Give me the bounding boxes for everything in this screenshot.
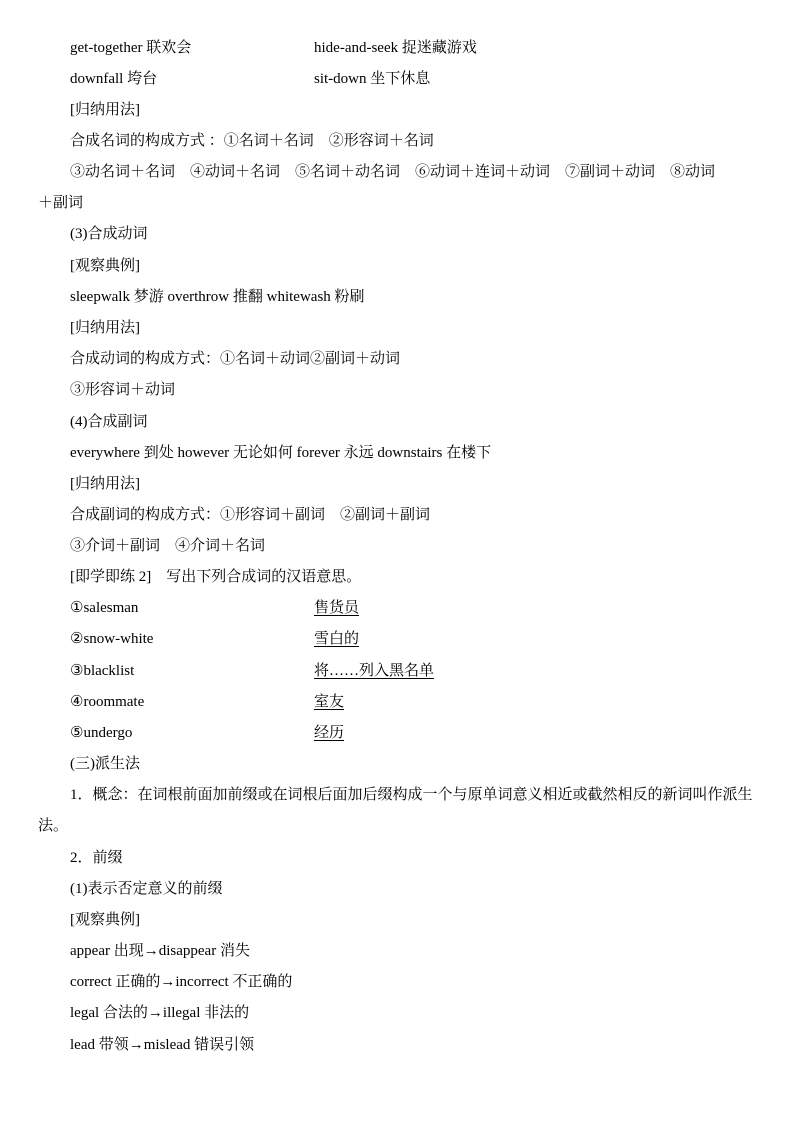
compound-adverb-examples: everywhere 到处 however 无论如何 forever 永远 downstairs 在楼下	[70, 445, 492, 461]
prefix-example-mislead: lead 带领→mislead 错误引领	[70, 1037, 255, 1053]
prefix-example-incorrect: correct 正确的→incorrect 不正确的	[70, 974, 293, 990]
exercise-answer: 雪白的	[314, 631, 360, 647]
exercise-word: ①salesman	[70, 600, 139, 616]
section-label-usage: [归纳用法]	[70, 320, 140, 336]
heading-compound-verbs: (3)合成动词	[70, 226, 148, 242]
exercise-row	[70, 627, 360, 651]
exercise-heading: [即学即练 2] 写出下列合成词的汉语意思。	[70, 569, 362, 585]
exercise-row	[70, 690, 345, 714]
example-downfall: downfall 垮台	[70, 71, 158, 87]
exercise-answer: 将……列入黑名单	[314, 663, 435, 679]
compound-noun-example-row-2	[70, 67, 431, 91]
heading-derivation: (三)派生法	[70, 756, 140, 772]
exercise-row	[70, 596, 360, 620]
section-label-examples: [观察典例]	[70, 912, 140, 928]
compound-verb-rules-1: 合成动词的构成方式：①名词＋动词②副词＋动词	[70, 351, 401, 367]
exercise-row	[70, 659, 435, 683]
prefix-example-illegal: legal 合法的→illegal 非法的	[70, 1005, 250, 1021]
exercise-answer: 售货员	[314, 600, 360, 616]
derivation-concept-paragraph: 1．概念：在词根前面加前缀或在词根后面加后缀构成一个与原单词意义相近或截然相反的新词叫作派生法。	[38, 787, 753, 834]
compound-verb-examples: sleepwalk 梦游 overthrow 推翻 whitewash 粉刷	[70, 289, 365, 305]
compound-noun-rules-3: ＋副词	[38, 195, 84, 211]
exercise-answer: 室友	[314, 694, 345, 710]
section-label-usage: [归纳用法]	[70, 102, 140, 118]
section-label-examples: [观察典例]	[70, 258, 140, 274]
compound-noun-example-row-1	[70, 36, 477, 60]
prefix-example-disappear: appear 出现→disappear 消失	[70, 943, 250, 959]
exercise-answer: 经历	[314, 725, 345, 741]
example-sit-down: sit-down 坐下休息	[314, 71, 431, 87]
heading-prefixes: 2．前缀	[70, 850, 123, 866]
compound-adverb-rules-2: ③介词＋副词 ④介词＋名词	[70, 538, 266, 554]
compound-noun-rules-2: ③动名词＋名词 ④动词＋名词 ⑤名词＋动名词 ⑥动词＋连词＋动词 ⑦副词＋动词 ⑧动词	[70, 164, 716, 180]
exercise-word: ④roommate	[70, 694, 145, 710]
exercise-word: ⑤undergo	[70, 725, 133, 741]
section-label-usage: [归纳用法]	[70, 476, 140, 492]
exercise-word: ②snow-white	[70, 631, 154, 647]
exercise-row	[70, 721, 345, 745]
example-get-together: get-together 联欢会	[70, 40, 192, 56]
example-hide-and-seek: hide-and-seek 捉迷藏游戏	[314, 40, 477, 56]
heading-compound-adverbs: (4)合成副词	[70, 414, 148, 430]
exercise-word: ③blacklist	[70, 663, 135, 679]
compound-noun-rules-1: 合成名词的构成方式 ：①名词＋名词 ②形容词＋名词	[70, 133, 434, 149]
compound-adverb-rules-1: 合成副词的构成方式：①形容词＋副词 ②副词＋副词	[70, 507, 431, 523]
compound-verb-rules-2: ③形容词＋动词	[70, 382, 176, 398]
heading-negative-prefixes: (1)表示否定意义的前缀	[70, 881, 223, 897]
